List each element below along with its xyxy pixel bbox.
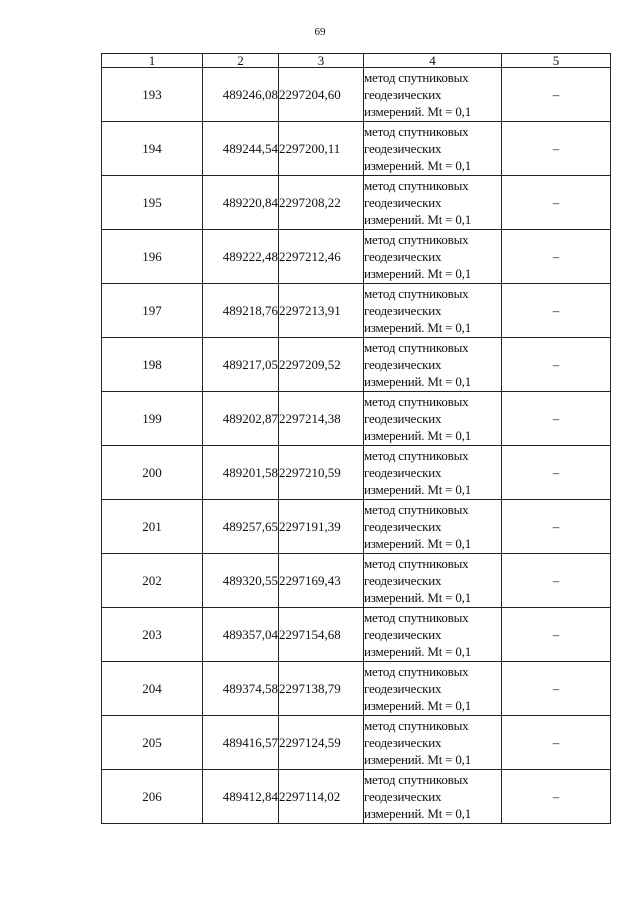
- table-row: [102, 446, 611, 500]
- method-line: измерений. Mt = 0,1: [364, 428, 471, 443]
- method-line: измерений. Mt = 0,1: [364, 752, 471, 767]
- method-line: геодезических: [364, 141, 442, 156]
- x-coordinate-cell: 489320,55: [203, 554, 279, 608]
- x-coordinate-cell: 489412,84: [203, 770, 279, 824]
- x-coordinate-cell: 489416,57: [203, 716, 279, 770]
- method-line: измерений. Mt = 0,1: [364, 536, 471, 551]
- method-line: метод спутниковых: [364, 772, 469, 787]
- table-row: [102, 662, 611, 716]
- method-line: метод спутниковых: [364, 124, 469, 139]
- x-coordinate-cell: 489218,76: [203, 284, 279, 338]
- method-line: метод спутниковых: [364, 556, 469, 571]
- method-line: метод спутниковых: [364, 664, 469, 679]
- method-line: метод спутниковых: [364, 610, 469, 625]
- y-coordinate-cell: 2297204,60: [279, 68, 364, 122]
- note-cell: –: [502, 284, 611, 338]
- table-row: [102, 716, 611, 770]
- y-coordinate-cell: 2297154,68: [279, 608, 364, 662]
- y-coordinate-cell: 2297200,11: [279, 122, 364, 176]
- column-header-1: 1: [102, 54, 203, 68]
- table-row: [102, 68, 611, 122]
- method-line: измерений. Mt = 0,1: [364, 482, 471, 497]
- point-number-cell: 197: [102, 284, 203, 338]
- table-row: [102, 176, 611, 230]
- table-row: [102, 770, 611, 824]
- method-line: измерений. Mt = 0,1: [364, 806, 471, 821]
- method-cell: [364, 284, 502, 338]
- column-header-3: 3: [279, 54, 364, 68]
- note-cell: –: [502, 68, 611, 122]
- note-cell: –: [502, 662, 611, 716]
- table-row: [102, 338, 611, 392]
- y-coordinate-cell: 2297124,59: [279, 716, 364, 770]
- y-coordinate-cell: 2297214,38: [279, 392, 364, 446]
- point-number-cell: 199: [102, 392, 203, 446]
- y-coordinate-cell: 2297209,52: [279, 338, 364, 392]
- method-line: геодезических: [364, 519, 442, 534]
- point-number-cell: 195: [102, 176, 203, 230]
- method-line: метод спутниковых: [364, 394, 469, 409]
- method-cell: [364, 500, 502, 554]
- column-header-2: 2: [203, 54, 279, 68]
- note-cell: –: [502, 392, 611, 446]
- x-coordinate-cell: 489202,87: [203, 392, 279, 446]
- method-line: измерений. Mt = 0,1: [364, 158, 471, 173]
- method-line: измерений. Mt = 0,1: [364, 374, 471, 389]
- x-coordinate-cell: 489357,04: [203, 608, 279, 662]
- note-cell: –: [502, 770, 611, 824]
- x-coordinate-cell: 489201,58: [203, 446, 279, 500]
- y-coordinate-cell: 2297169,43: [279, 554, 364, 608]
- method-line: геодезических: [364, 411, 442, 426]
- method-cell: [364, 338, 502, 392]
- x-coordinate-cell: 489374,58: [203, 662, 279, 716]
- note-cell: –: [502, 554, 611, 608]
- method-cell: [364, 176, 502, 230]
- method-line: метод спутниковых: [364, 502, 469, 517]
- table-row: [102, 230, 611, 284]
- method-cell: [364, 122, 502, 176]
- point-number-cell: 204: [102, 662, 203, 716]
- method-line: измерений. Mt = 0,1: [364, 320, 471, 335]
- point-number-cell: 202: [102, 554, 203, 608]
- method-line: измерений. Mt = 0,1: [364, 644, 471, 659]
- table-row: [102, 284, 611, 338]
- method-line: метод спутниковых: [364, 718, 469, 733]
- method-line: геодезических: [364, 789, 442, 804]
- method-line: измерений. Mt = 0,1: [364, 698, 471, 713]
- method-line: геодезических: [364, 681, 442, 696]
- method-line: геодезических: [364, 465, 442, 480]
- point-number-cell: 205: [102, 716, 203, 770]
- x-coordinate-cell: 489217,05: [203, 338, 279, 392]
- method-cell: [364, 662, 502, 716]
- method-line: измерений. Mt = 0,1: [364, 266, 471, 281]
- method-line: метод спутниковых: [364, 340, 469, 355]
- note-cell: –: [502, 500, 611, 554]
- method-cell: [364, 446, 502, 500]
- method-line: измерений. Mt = 0,1: [364, 590, 471, 605]
- point-number-cell: 206: [102, 770, 203, 824]
- page-number: 69: [314, 26, 326, 38]
- y-coordinate-cell: 2297191,39: [279, 500, 364, 554]
- note-cell: –: [502, 176, 611, 230]
- method-line: метод спутниковых: [364, 178, 469, 193]
- column-header-4: 4: [364, 54, 502, 68]
- method-line: геодезических: [364, 573, 442, 588]
- note-cell: –: [502, 608, 611, 662]
- method-cell: [364, 392, 502, 446]
- point-number-cell: 193: [102, 68, 203, 122]
- method-line: геодезических: [364, 627, 442, 642]
- method-cell: [364, 554, 502, 608]
- y-coordinate-cell: 2297208,22: [279, 176, 364, 230]
- note-cell: –: [502, 230, 611, 284]
- method-cell: [364, 608, 502, 662]
- method-cell: [364, 716, 502, 770]
- point-number-cell: 198: [102, 338, 203, 392]
- method-cell: [364, 770, 502, 824]
- x-coordinate-cell: 489220,84: [203, 176, 279, 230]
- method-line: метод спутниковых: [364, 232, 469, 247]
- table-row: [102, 392, 611, 446]
- method-line: измерений. Mt = 0,1: [364, 104, 471, 119]
- column-header-5: 5: [502, 54, 611, 68]
- coordinates-table: [101, 53, 611, 824]
- point-number-cell: 200: [102, 446, 203, 500]
- method-line: геодезических: [364, 735, 442, 750]
- method-line: геодезических: [364, 357, 442, 372]
- method-line: метод спутниковых: [364, 70, 469, 85]
- method-line: метод спутниковых: [364, 448, 469, 463]
- method-line: геодезических: [364, 87, 442, 102]
- point-number-cell: 194: [102, 122, 203, 176]
- note-cell: –: [502, 122, 611, 176]
- x-coordinate-cell: 489244,54: [203, 122, 279, 176]
- table-row: [102, 554, 611, 608]
- y-coordinate-cell: 2297114,02: [279, 770, 364, 824]
- point-number-cell: 196: [102, 230, 203, 284]
- method-line: измерений. Mt = 0,1: [364, 212, 471, 227]
- note-cell: –: [502, 446, 611, 500]
- note-cell: –: [502, 716, 611, 770]
- method-line: геодезических: [364, 249, 442, 264]
- method-cell: [364, 230, 502, 284]
- method-line: геодезических: [364, 195, 442, 210]
- point-number-cell: 201: [102, 500, 203, 554]
- method-line: геодезических: [364, 303, 442, 318]
- method-line: метод спутниковых: [364, 286, 469, 301]
- table-row: [102, 500, 611, 554]
- x-coordinate-cell: 489246,08: [203, 68, 279, 122]
- note-cell: –: [502, 338, 611, 392]
- x-coordinate-cell: 489257,65: [203, 500, 279, 554]
- y-coordinate-cell: 2297212,46: [279, 230, 364, 284]
- y-coordinate-cell: 2297213,91: [279, 284, 364, 338]
- table-row: [102, 122, 611, 176]
- method-cell: [364, 68, 502, 122]
- table-row: [102, 608, 611, 662]
- point-number-cell: 203: [102, 608, 203, 662]
- x-coordinate-cell: 489222,48: [203, 230, 279, 284]
- y-coordinate-cell: 2297210,59: [279, 446, 364, 500]
- table-header-row: [102, 54, 611, 68]
- y-coordinate-cell: 2297138,79: [279, 662, 364, 716]
